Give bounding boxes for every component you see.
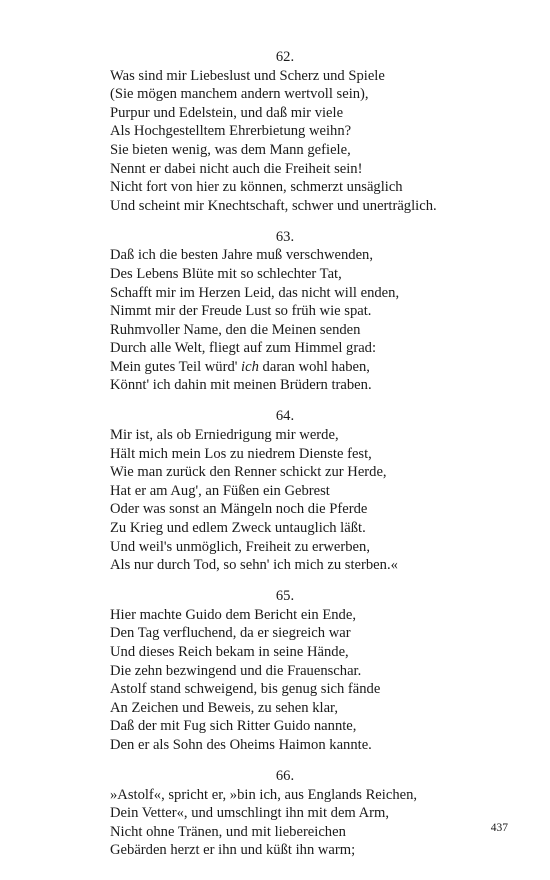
verse-line: Zu Krieg und edlem Zweck untauglich läßt. — [110, 520, 366, 537]
verse-line: Nicht ohne Tränen, und mit liebereichen — [110, 823, 346, 840]
verse-line: Nennt er dabei nicht auch die Freiheit sein! — [110, 160, 363, 177]
verse-line: Und scheint mir Knechtschaft, schwer und unerträglich. — [110, 197, 437, 214]
verse-line: Die zehn bezwingend und die Frauenschar. — [110, 662, 362, 679]
verse-line: Den er als Sohn des Oheims Haimon kannte. — [110, 736, 372, 753]
verse-line: Nicht fort von hier zu können, schmerzt unsäglich — [110, 179, 403, 196]
verse-line: Mein gutes Teil würd' ich daran wohl haben, — [110, 358, 370, 375]
verse-line: Und weil's unmöglich, Freiheit zu erwerben, — [110, 538, 370, 555]
stanza-number: 62. — [275, 49, 295, 65]
stanza-number: 65. — [275, 588, 295, 605]
verse-line: Sie bieten wenig, was dem Mann gefiele, — [110, 141, 351, 158]
stanza-number: 66. — [275, 767, 295, 784]
verse-line: Gebärden herzt er ihn und küßt ihn warm; — [110, 842, 356, 859]
verse-line: »Astolf«, spricht er, »bin ich, aus Englands Reichen, — [110, 786, 418, 803]
verse-line: Astolf stand schweigend, bis genug sich fände — [110, 681, 381, 698]
emphasized-word: ich — [241, 358, 259, 375]
verse-line: Und dieses Reich bekam in seine Hände, — [110, 643, 349, 660]
verse-line: Hält mich mein Los zu niedrem Dienste fest, — [110, 445, 372, 462]
verse-line: Den Tag verfluchend, da er siegreich war — [110, 625, 351, 642]
verse-line: Durch alle Welt, fliegt auf zum Himmel grad: — [110, 340, 377, 357]
verse-line: Purpur und Edelstein, und daß mir viele — [110, 104, 344, 121]
verse-line: Hat er am Aug', an Füßen ein Gebrest — [110, 482, 330, 499]
verse-line: Was sind mir Liebeslust und Scherz und Spiele — [110, 67, 385, 84]
verse-line: Hier machte Guido dem Bericht ein Ende, — [110, 606, 356, 623]
stanza-number: 64. — [275, 408, 295, 425]
verse-line: Ruhmvoller Name, den die Meinen senden — [110, 321, 361, 338]
verse-line: Wie man zurück den Renner schickt zur Herde, — [110, 464, 387, 481]
verse-line: An Zeichen und Beweis, zu sehen klar, — [110, 699, 338, 716]
poem-text — [110, 48, 510, 872]
verse-line: Daß der mit Fug sich Ritter Guido nannte, — [110, 718, 357, 735]
verse-line: Daß ich die besten Jahre muß verschwenden, — [110, 247, 374, 264]
stanza-62 — [110, 48, 510, 215]
verse-line: Mir ist, als ob Erniedrigung mir werde, — [110, 427, 339, 444]
stanza-number: 63. — [275, 228, 295, 245]
verse-line: Oder was sonst an Mängeln noch die Pferde — [110, 501, 368, 518]
verse-line: Nimmt mir der Freude Lust so früh wie spat. — [110, 303, 372, 320]
page-number: 437 — [490, 822, 508, 834]
verse-line: Könnt' ich dahin mit meinen Brüdern traben. — [110, 377, 372, 394]
verse-line: Schafft mir im Herzen Leid, das nicht will enden, — [110, 284, 400, 301]
verse-line: Als Hochgestelltem Ehrerbietung weihn? — [110, 123, 352, 140]
verse-line: (Sie mögen manchem andern wertvoll sein), — [110, 86, 369, 103]
stanza-63 — [110, 228, 510, 395]
verse-line: Des Lebens Blüte mit so schlechter Tat, — [110, 265, 342, 282]
verse-line: Dein Vetter«, und umschlingt ihn mit dem Arm, — [110, 805, 390, 822]
verse-line: Als nur durch Tod, so sehn' ich mich zu sterben.« — [110, 557, 398, 574]
stanza-66 — [110, 767, 510, 860]
stanza-64 — [110, 407, 510, 574]
stanza-65 — [110, 587, 510, 754]
